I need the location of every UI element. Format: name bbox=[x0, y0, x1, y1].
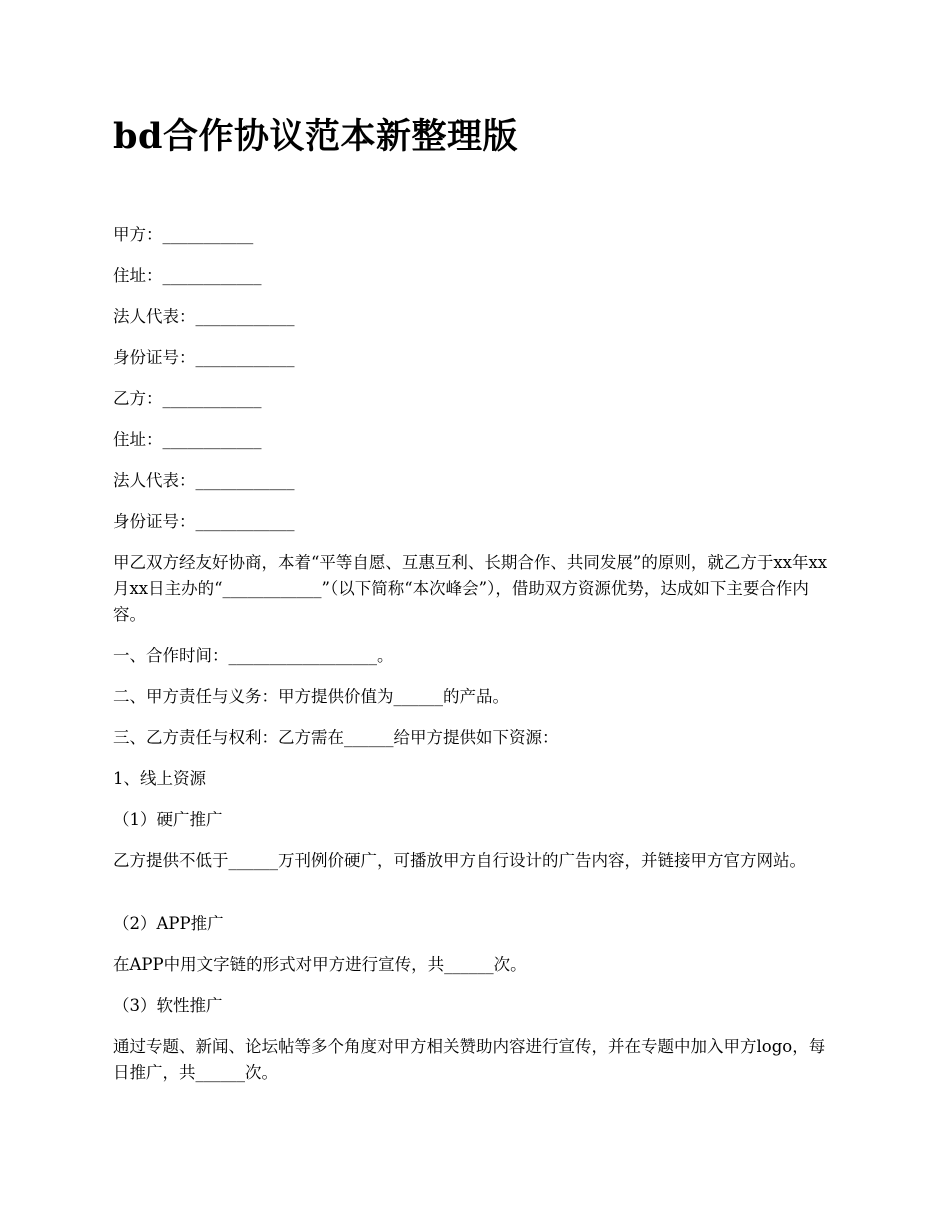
party-a-id-line: 身份证号：____________ bbox=[113, 348, 295, 367]
party-b-id-line: 身份证号：____________ bbox=[113, 512, 295, 531]
item-app-heading: （2）APP推广 bbox=[113, 914, 224, 933]
intro-paragraph: 甲乙双方经友好协商，本着“平等自愿、互惠互利、长期合作、共同发展”的原则，就乙方于xx年xx月xx日主办的“____________”（以下简称“本次峰会”），借助双方资源优势，达成如下主要合作内容。 bbox=[113, 553, 828, 624]
party-a-name-line: 甲方：___________ bbox=[113, 225, 254, 244]
document-title: bd合作协议范本新整理版 bbox=[113, 116, 518, 157]
party-a-legal-rep-line: 法人代表：____________ bbox=[113, 307, 295, 326]
item-soft-heading: （3）软性推广 bbox=[113, 996, 223, 1015]
party-a-address-line: 住址：____________ bbox=[113, 266, 262, 285]
item-hard-ad-heading: （1）硬广推广 bbox=[113, 810, 223, 829]
item-soft-text: 通过专题、新闻、论坛帖等多个角度对甲方相关赞助内容进行宣传，并在专题中加入甲方logo，每日推广，共______次。 bbox=[113, 1037, 826, 1082]
party-b-name-line: 乙方：____________ bbox=[113, 389, 262, 408]
item-hard-ad-text: 乙方提供不低于______万刊例价硬广，可播放甲方自行设计的广告内容，并链接甲方官方网站。 bbox=[113, 851, 806, 870]
clause-party-a-duties: 二、甲方责任与义务：甲方提供价值为______的产品。 bbox=[113, 687, 509, 706]
clause-cooperation-time: 一、合作时间：__________________。 bbox=[113, 646, 394, 665]
party-b-legal-rep-line: 法人代表：____________ bbox=[113, 471, 295, 490]
party-b-address-line: 住址：____________ bbox=[113, 430, 262, 449]
clause-party-b-rights: 三、乙方责任与权利：乙方需在______给甲方提供如下资源： bbox=[113, 728, 559, 747]
item-app-text: 在APP中用文字链的形式对甲方进行宣传，共______次。 bbox=[113, 955, 527, 974]
section-online-resources-title: 1、线上资源 bbox=[113, 769, 206, 788]
